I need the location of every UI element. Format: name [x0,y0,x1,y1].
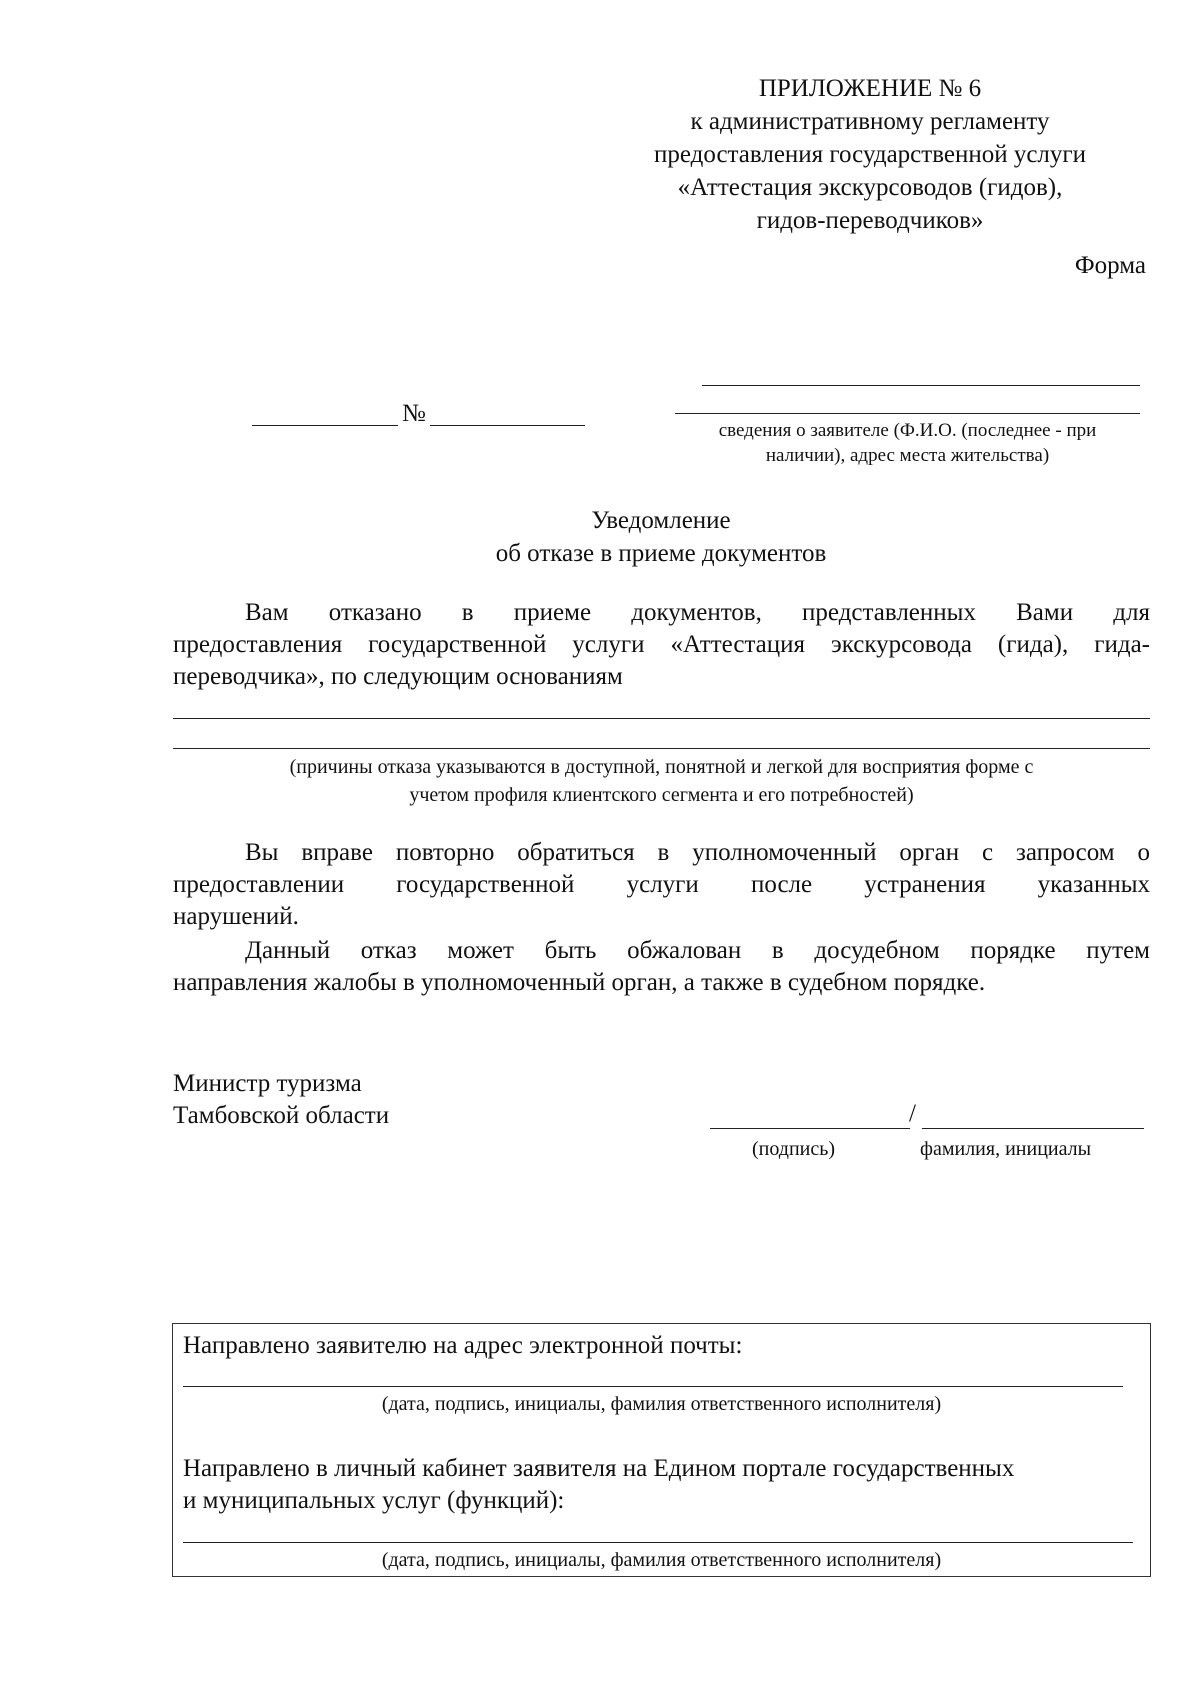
form-label: Форма [1074,252,1146,279]
signatory-position: Министр туризма [173,1070,362,1097]
signatory-region: Тамбовской области [173,1102,390,1129]
email-delivery-label: Направлено заявителю на адрес электронной почты: [183,1332,743,1359]
refusal-line-3: переводчика», по следующим основаниям [173,663,623,690]
applicant-caption-2: наличии), адрес места жительства) [765,445,1050,466]
refusal-paragraph [173,597,1150,693]
header-line-3: «Аттестация экскурсоводов (гидов), [677,174,1063,201]
appeal-line-1: Данный отказ может быть обжалован в досудебном порядке путем [245,937,1150,964]
applicant-line-2 [675,413,1140,414]
delivery-box [172,1323,1151,1577]
notice-title: Уведомление [591,507,731,534]
name-caption: фамилия, инициалы [920,1138,1092,1160]
refusal-line-1: Вам отказано в приеме документов, представленных Вами для [245,599,1150,626]
notice-subtitle: об отказе в приеме документов [495,540,827,567]
appendix-number: ПРИЛОЖЕНИЕ № 6 [758,75,982,102]
number-line [430,425,585,426]
reapply-line-2: предоставлении государственной услуги после устранения указанных [173,871,1150,898]
reapply-line-1: Вы вправе повторно обратиться в уполномоченный орган с запросом о [245,839,1150,866]
date-line [252,425,398,426]
reasons-line-2 [173,748,1150,749]
signature-line [710,1128,910,1129]
refusal-line-2: предоставления государственной услуги «Аттестация экскурсовода (гида), гида- [173,631,1150,658]
applicant-line-1 [702,385,1140,386]
reapply-paragraph [173,837,1150,933]
portal-delivery-line [183,1542,1133,1543]
reasons-caption-2: учетом профиля клиентского сегмента и его потребностей) [409,784,914,806]
portal-delivery-label-1: Направлено в личный кабинет заявителя на Едином портале государственных [183,1455,1015,1482]
appeal-paragraph [173,935,1150,999]
portal-delivery-caption: (дата, подпись, инициалы, фамилия ответственного исполнителя) [381,1549,942,1571]
header-line-4: гидов-переводчиков» [756,207,984,234]
header-line-2: предоставления государственной услуги [653,141,1087,168]
name-line [922,1128,1144,1129]
reasons-caption-1: (причины отказа указываются в доступной, понятной и легкой для восприятия форме с [289,756,1034,778]
reasons-line-1 [173,718,1150,719]
email-delivery-caption: (дата, подпись, инициалы, фамилия ответственного исполнителя) [381,1393,942,1415]
number-sign: № [402,400,426,427]
appeal-line-2: направления жалобы в уполномоченный орган, а также в судебном порядке. [173,969,986,996]
applicant-caption-1: сведения о заявителе (Ф.И.О. (последнее - при [718,420,1097,441]
reapply-line-3: нарушений. [173,903,299,930]
header-line-1: к административному регламенту [690,108,1050,135]
email-delivery-line [183,1386,1123,1387]
portal-delivery-label-2: и муниципальных услуг (функций): [183,1487,565,1514]
signature-slash: / [909,1100,916,1127]
signature-caption: (подпись) [752,1138,836,1160]
